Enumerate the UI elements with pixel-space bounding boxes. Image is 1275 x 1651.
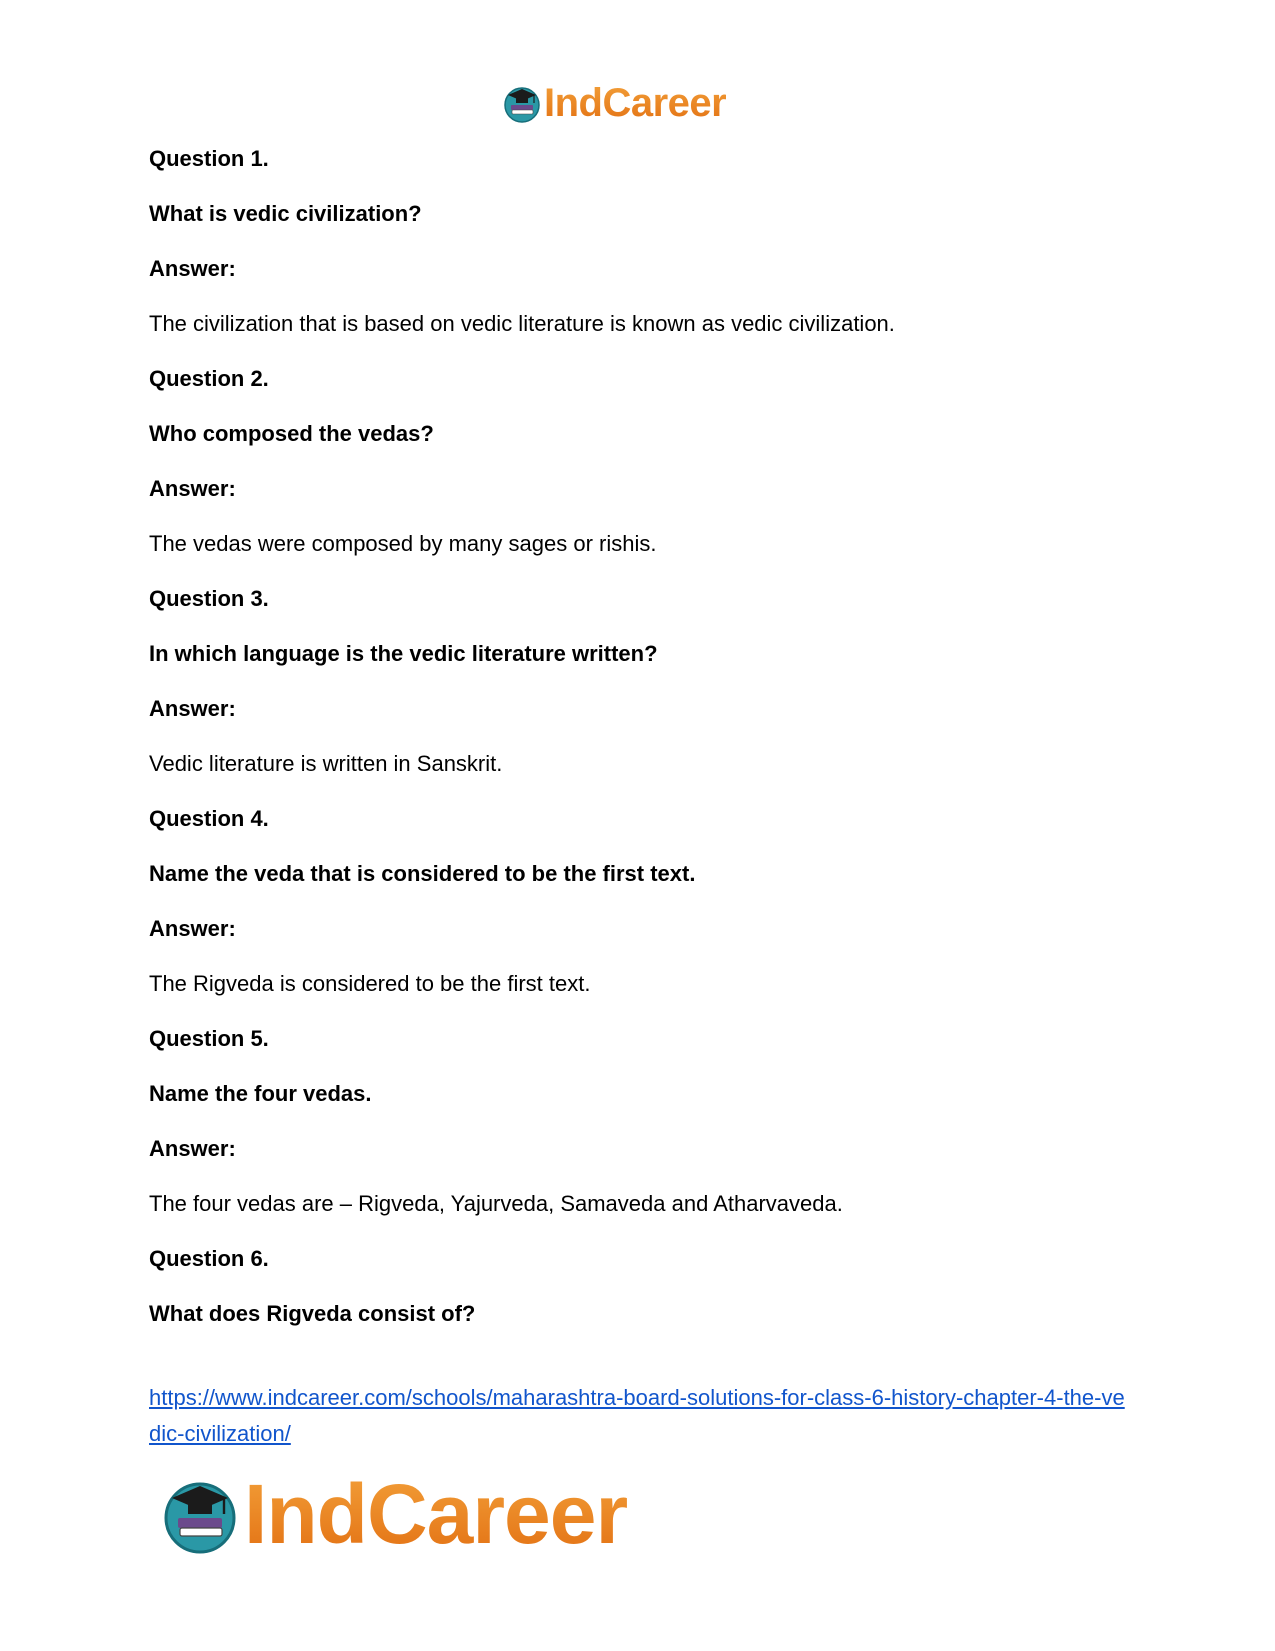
- answer-label: Answer:: [149, 916, 236, 941]
- graduation-cap-books-globe-icon: [502, 83, 542, 123]
- question-text: Name the four vedas.: [149, 1081, 372, 1106]
- footer-logo: [160, 1466, 628, 1561]
- question-number: Question 4.: [149, 806, 269, 831]
- answer-label: Answer:: [149, 256, 236, 281]
- question-text: Name the veda that is considered to be the first text.: [149, 861, 696, 886]
- question-text: What does Rigveda consist of?: [149, 1301, 476, 1326]
- question-text: Who composed the vedas?: [149, 421, 434, 446]
- answer-label: Answer:: [149, 696, 236, 721]
- source-link[interactable]: https://www.indcareer.com/schools/maharashtra-board-solutions-for-class-6-history-chapter-4-the-vedic-civilization/: [149, 1385, 1125, 1446]
- header-logo: [502, 82, 726, 124]
- question-number: Question 2.: [149, 366, 269, 391]
- footer-logo-text: IndCareer: [244, 1466, 628, 1561]
- answer-label: Answer:: [149, 476, 236, 501]
- graduation-cap-books-globe-icon: [160, 1474, 240, 1554]
- answer-text: The four vedas are – Rigveda, Yajurveda, Samaveda and Atharvaveda.: [149, 1191, 843, 1216]
- header-logo-text: IndCareer: [544, 80, 727, 125]
- question-number: Question 3.: [149, 586, 269, 611]
- answer-text: The Rigveda is considered to be the first text.: [149, 971, 591, 996]
- answer-text: Vedic literature is written in Sanskrit.: [149, 751, 503, 776]
- question-text: In which language is the vedic literature written?: [149, 641, 658, 666]
- answer-text: The civilization that is based on vedic literature is known as vedic civilization.: [149, 311, 895, 336]
- question-text: What is vedic civilization?: [149, 201, 422, 226]
- question-number: Question 5.: [149, 1026, 269, 1051]
- document-body: [149, 146, 1139, 1356]
- answer-text: The vedas were composed by many sages or rishis.: [149, 531, 657, 556]
- question-number: Question 6.: [149, 1246, 269, 1271]
- question-number: Question 1.: [149, 146, 269, 171]
- answer-label: Answer:: [149, 1136, 236, 1161]
